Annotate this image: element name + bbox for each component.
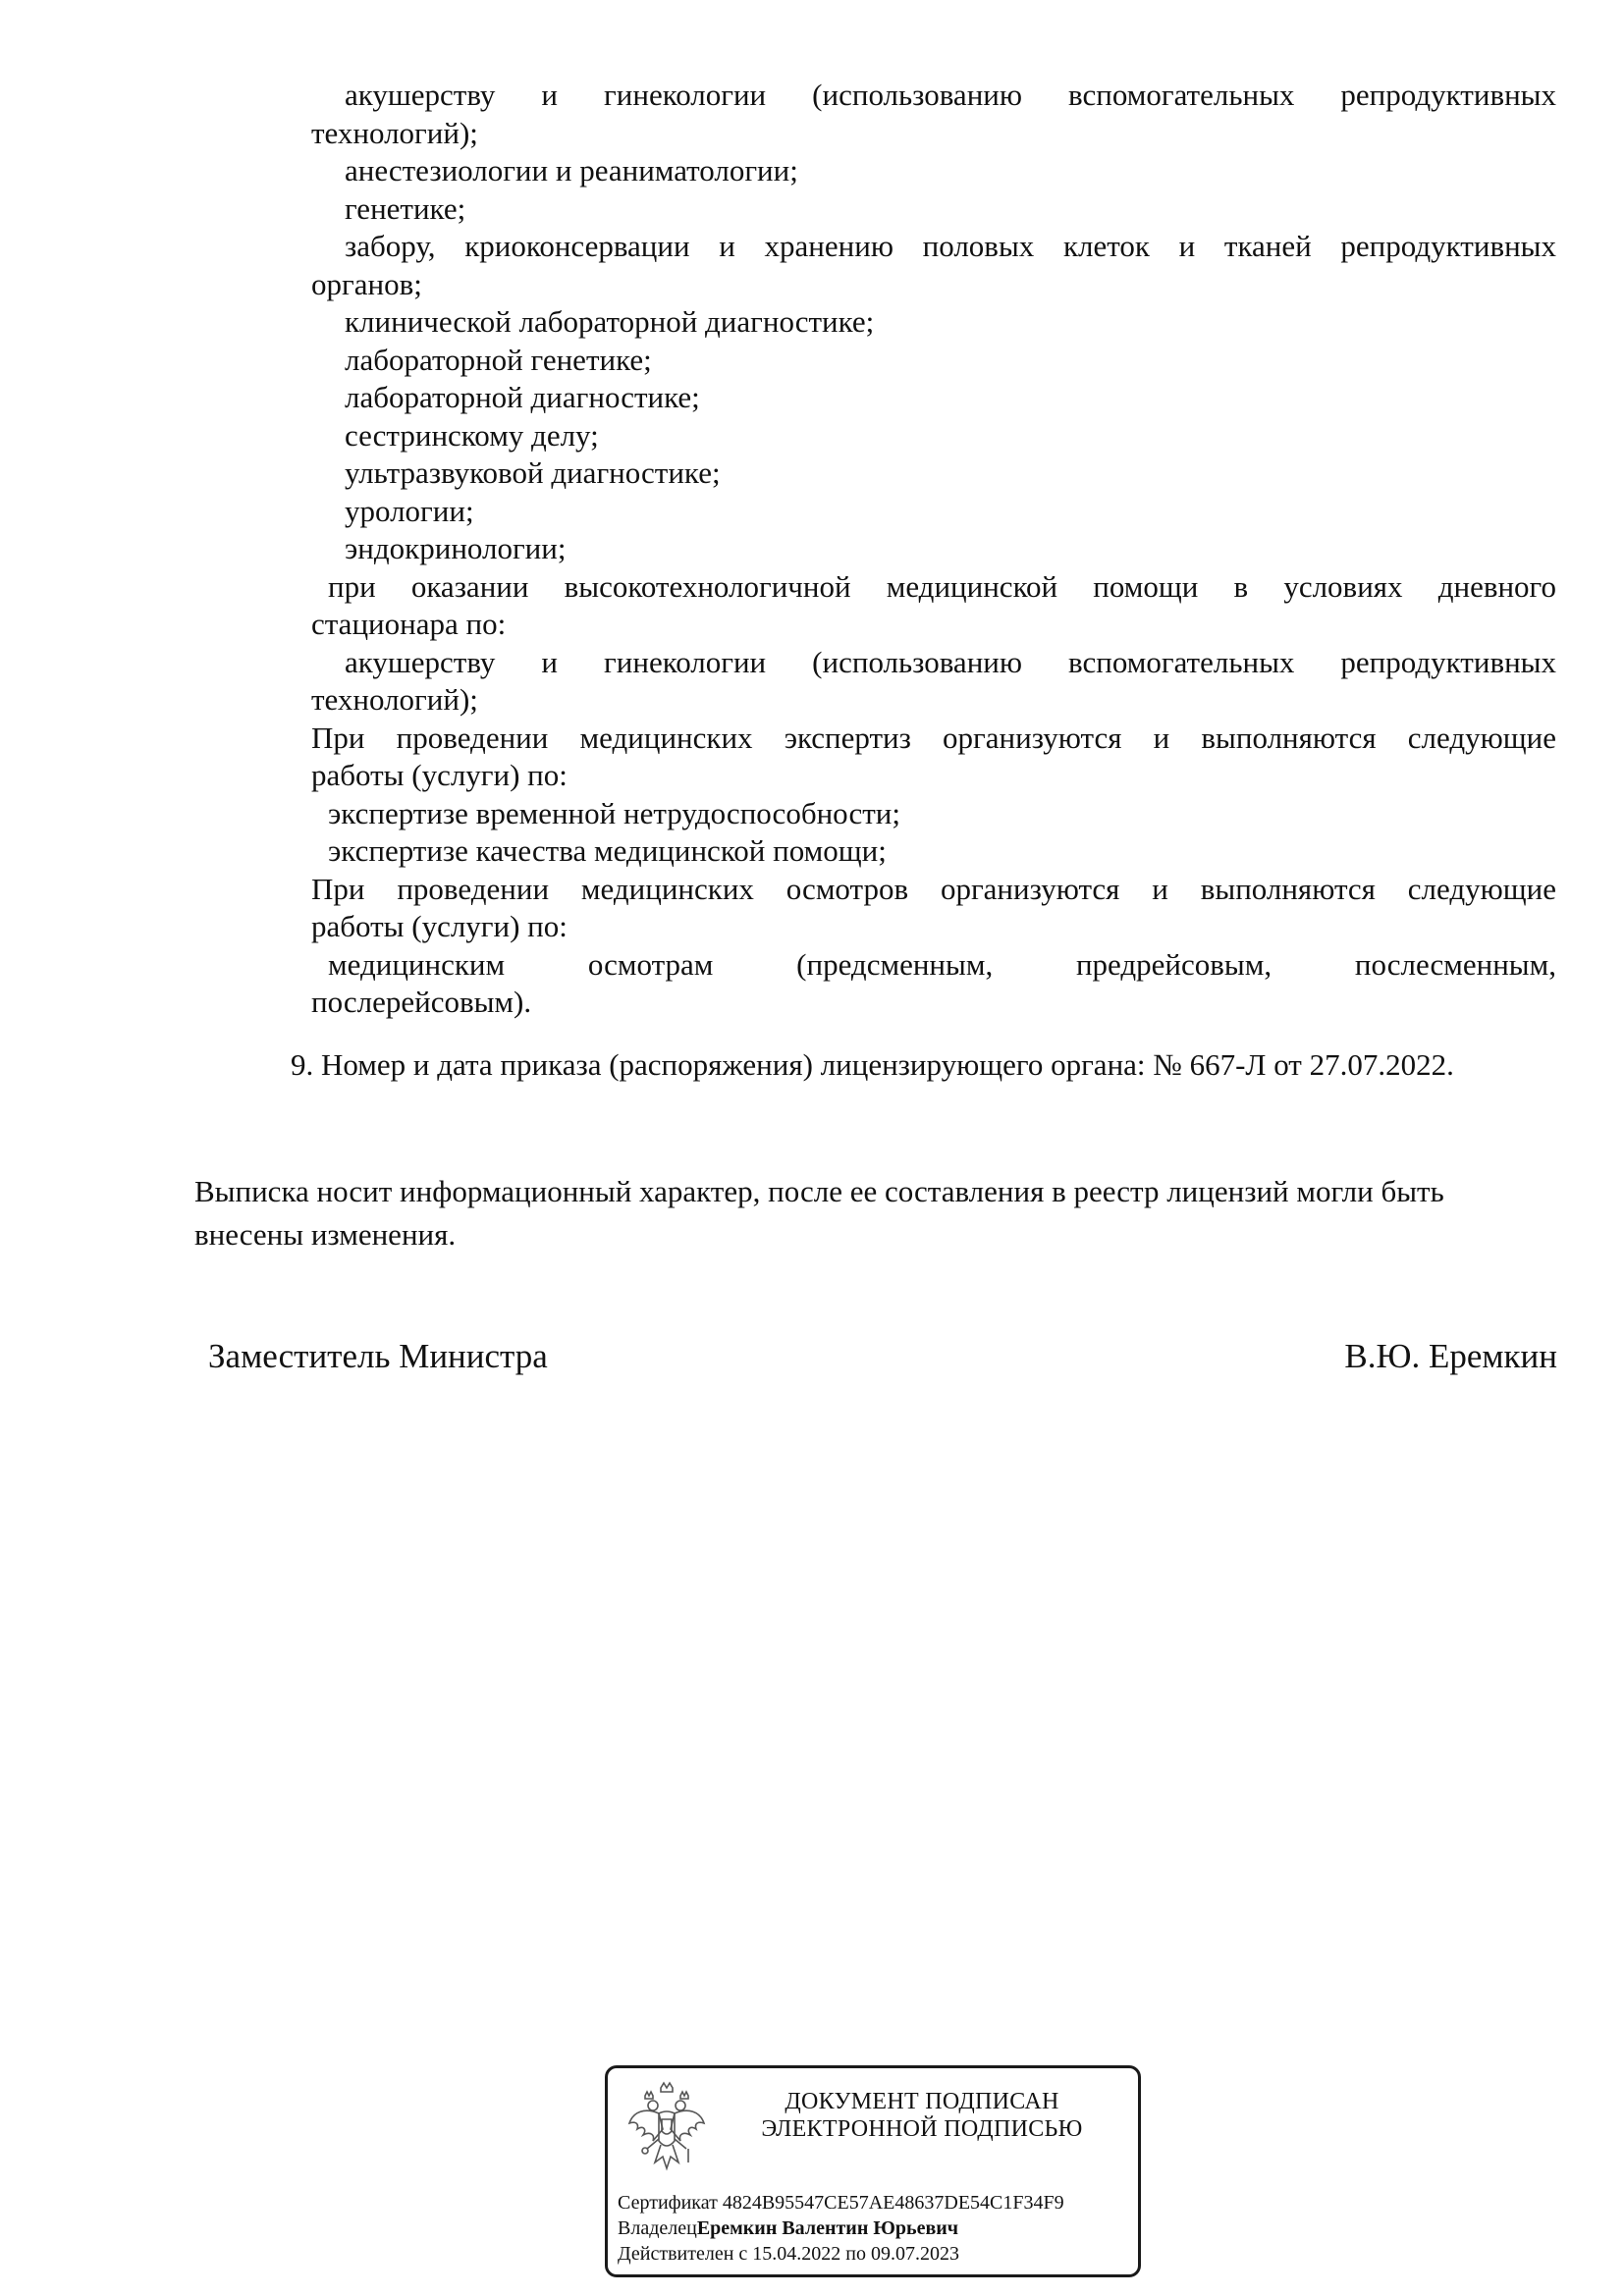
stamp-owner-row [618, 2216, 1138, 2241]
activity-list-line: органов; [311, 266, 422, 301]
activity-list-line: работы (услуги) по: [311, 909, 568, 943]
notice-line-1: Выписка носит информационный характер, после ее составления в реестр лицензий могли быть [194, 1174, 1444, 1208]
electronic-signature-stamp [605, 2065, 1141, 2277]
activity-list-line: стационара по: [311, 607, 507, 641]
activity-list-line: клинической лабораторной диагностике; [345, 304, 875, 339]
signatory-name: В.Ю. Еремкин [1344, 1337, 1557, 1375]
stamp-details [618, 2190, 1138, 2267]
activity-list-line: медицинским осмотрам (предсменным, предрейсовым, послесменным, [328, 946, 1556, 982]
activity-list-line: технологий); [311, 115, 478, 150]
stamp-certificate: Сертификат 4824B95547CE57AE48637DE54C1F34F9 [618, 2192, 1064, 2214]
activity-list-line: забору, криоконсервации и хранению половых клеток и тканей репродуктивных [345, 229, 1556, 263]
activity-list-line: генетике; [345, 190, 466, 226]
activity-list-line: акушерству и гинекологии (использованию вспомогательных репродуктивных [345, 78, 1556, 112]
activity-list-line: сестринскому делу; [345, 417, 599, 453]
stamp-validity: Действителен с 15.04.2022 по 09.07.2023 [618, 2243, 959, 2265]
activity-list-line: При проведении медицинских осмотров организуются и выполняются следующие [311, 871, 1556, 906]
activity-list-line: технологий); [311, 682, 478, 717]
signatory-title: Заместитель Министра [208, 1337, 548, 1375]
stamp-heading [716, 2088, 1128, 2143]
stamp-owner-label: Владелец [618, 2217, 697, 2239]
activity-list-line: экспертизе временной нетрудоспособности; [328, 795, 900, 830]
stamp-heading-line-2: ЭЛЕКТРОННОЙ ПОДПИСЬЮ [761, 2116, 1083, 2142]
stamp-heading-line-1: ДОКУМЕНТ ПОДПИСАН [785, 2089, 1059, 2114]
activity-list-line: лабораторной диагностике; [345, 380, 700, 414]
activity-list-line: работы (услуги) по: [311, 758, 568, 792]
double-headed-eagle-emblem-icon [625, 2080, 708, 2178]
activity-list [311, 77, 1556, 1022]
activity-list-line: лабораторной генетике; [345, 342, 652, 377]
license-order-item: 9. Номер и дата приказа (распоряжения) лицензирующего органа: № 667-Л от 27.07.2022. [291, 1047, 1454, 1082]
stamp-owner-name: Еремкин Валентин Юрьевич [696, 2217, 959, 2239]
informational-notice [194, 1170, 1549, 1256]
activity-list-line: анестезиологии и реаниматологии; [345, 153, 798, 187]
activity-list-line: послерейсовым). [311, 985, 532, 1019]
activity-list-line: эндокринологии; [345, 531, 567, 565]
activity-list-line: урологии; [345, 493, 474, 528]
activity-list-line: при оказании высокотехнологичной медицинской помощи в условиях дневного [328, 568, 1556, 604]
activity-list-line: акушерству и гинекологии (использованию вспомогательных репродуктивных [345, 644, 1556, 679]
activity-list-line: ультразвуковой диагностике; [345, 455, 721, 490]
notice-line-2: внесены изменения. [194, 1217, 457, 1252]
activity-list-line: При проведении медицинских экспертиз организуются и выполняются следующие [311, 720, 1556, 755]
activity-list-line: экспертизе качества медицинской помощи; [328, 833, 887, 868]
